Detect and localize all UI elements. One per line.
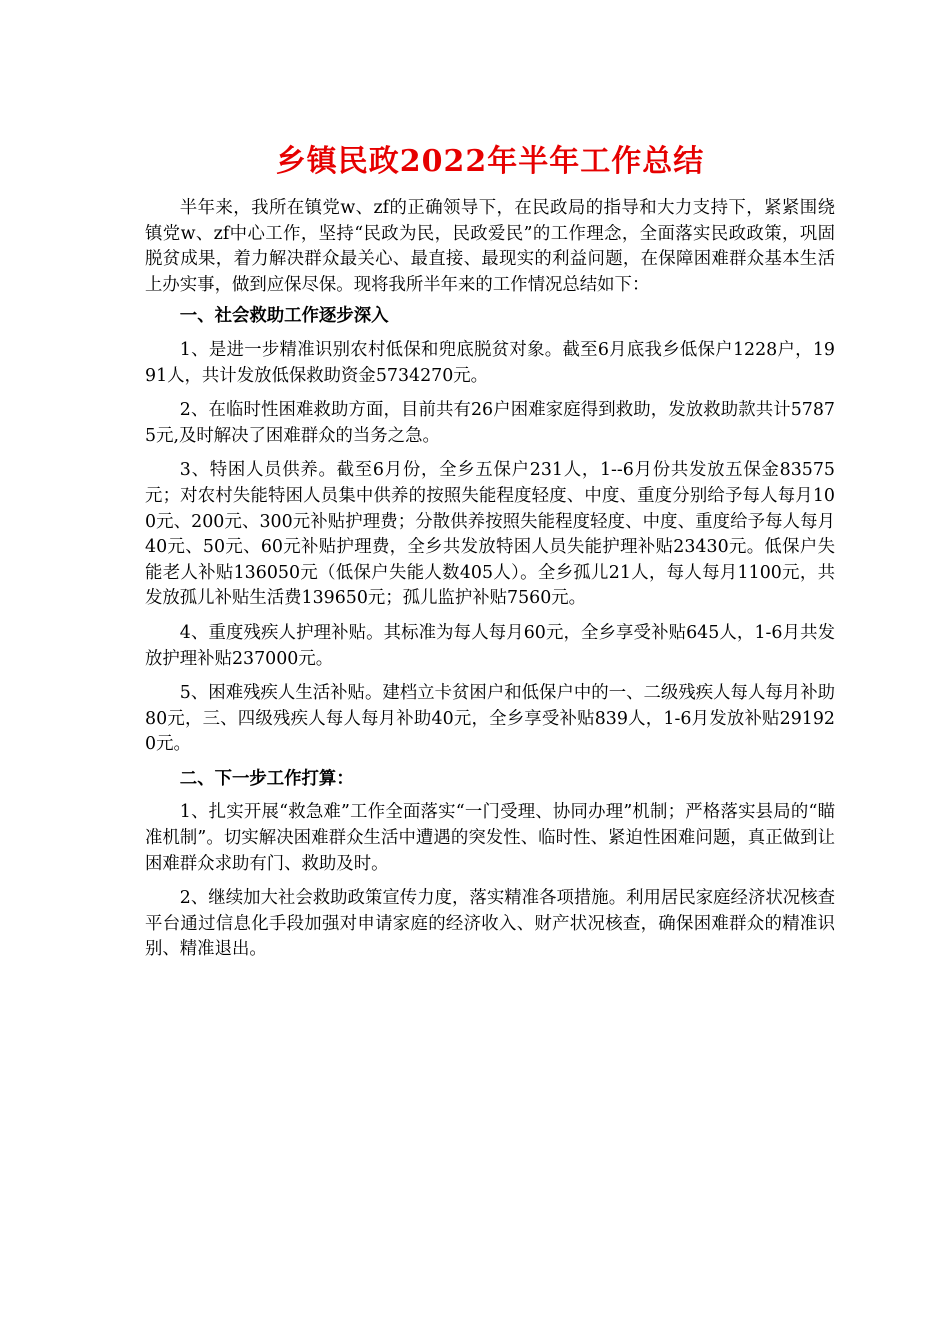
paragraph-severe-disability-care: 4、重度残疾人护理补贴。其标准为每人每月60元，全乡享受补贴645人，1-6月共发放护理补贴237000元。	[145, 622, 835, 669]
document-title: 乡镇民政2022年半年工作总结	[275, 144, 705, 179]
section-heading-social-assistance: 一、社会救助工作逐步深入	[179, 306, 389, 327]
paragraph-disability-living-subsidy: 5、困难残疾人生活补贴。建档立卡贫困户和低保户中的一、二级残疾人每人每月补助80元，三、四级残疾人每人每月补助40元，全乡享受补贴839人，1-6月发放补贴291920元。	[145, 683, 835, 755]
paragraph-special-hardship-support: 3、特困人员供养。截至6月份，全乡五保户231人，1--6月份共发放五保金83575元；对农村失能特困人员集中供养的按照失能程度轻度、中度、重度分别给予每人每月100元、200元、300元补贴护理费；分散供养按照失能程度轻度、中度、重度给予每人每月40元、50元、60元补贴护理费，全乡共发放特困人员失能护理补贴23430元。低保户失能老人补贴136050元（低保户失能人数405人）。全乡孤儿21人，每人每月1100元，共发放孤儿补贴生活费139650元；孤儿监护补贴7560元。	[145, 460, 835, 609]
paragraph-emergency-relief-plan: 1、扎实开展“救急难”工作全面落实“一门受理、协同办理”机制；严格落实县局的“瞄准机制”。切实解决困难群众生活中遭遇的突发性、临时性、紧迫性困难问题，真正做到让困难群众求助有门、救助及时。	[145, 802, 835, 874]
document-page	[145, 140, 835, 972]
paragraph-low-income-households: 1、是进一步精准识别农村低保和兜底脱贫对象。截至6月底我乡低保户1228户，1991人，共计发放低保救助资金5734270元。	[145, 339, 835, 386]
intro-paragraph: 半年来，我所在镇党w、zf的正确领导下，在民政局的指导和大力支持下，紧紧围绕镇党w、zf中心工作，坚持“民政为民，民政爱民”的工作理念，全面落实民政政策，巩固脱贫成果，着力解决群众最关心、最直接、最现实的利益问题，在保障困难群众基本生活上办实事，做到应保尽保。现将我所半年来的工作情况总结如下：	[145, 198, 835, 295]
section-heading-next-steps: 二、下一步工作打算：	[179, 768, 354, 789]
paragraph-temporary-assistance: 2、在临时性困难救助方面，目前共有26户困难家庭得到救助，发放救助款共计57875元,及时解决了困难群众的当务之急。	[145, 400, 835, 446]
paragraph-policy-publicity-plan: 2、继续加大社会救助政策宣传力度，落实精准各项措施。利用居民家庭经济状况核查平台通过信息化手段加强对申请家庭的经济收入、财产状况核查，确保困难群众的精准识别、精准退出。	[145, 888, 835, 960]
